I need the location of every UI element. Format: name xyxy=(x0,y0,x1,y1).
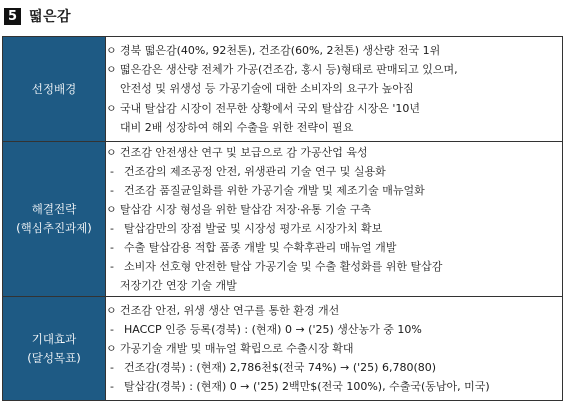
item-text: 건조감 품질균일화를 위한 가공기술 개발 및 제조기술 매뉴얼화 xyxy=(124,183,425,197)
bullet-marker: ㅇ xyxy=(106,101,117,115)
item-text: 탈삽감만의 장점 발굴 및 시장성 평가로 시장가치 확보 xyxy=(124,222,383,235)
continuation-line xyxy=(106,276,562,295)
section-number: 5 xyxy=(4,8,21,25)
bullet-marker: ㅇ xyxy=(106,145,117,159)
sub-item xyxy=(106,377,562,396)
row-label-line: 해결전략 xyxy=(31,202,77,216)
row-content xyxy=(106,297,563,401)
row-label-line: (달성목표) xyxy=(27,350,81,365)
bullet-item xyxy=(106,339,562,358)
item-text: 건조감 안전, 위생 생산 연구를 통한 환경 개선 xyxy=(120,303,340,317)
item-text: HACCP 인증 등록(경북) : (현재) 0 → ('25) 생산농가 중 10% xyxy=(124,322,422,336)
sub-item xyxy=(106,358,562,377)
sub-item xyxy=(106,257,562,276)
bullet-marker: ㅇ xyxy=(106,303,117,317)
item-text: 저장기간 연장 기술 개발 xyxy=(120,279,237,293)
item-text: 소비자 선호형 안전한 탈삽 가공기술 및 수출 활성화를 위한 탈삽감 xyxy=(124,260,443,274)
bullet-marker: ㅇ xyxy=(106,341,117,355)
item-text: 건조감(경북) : (현재) 2,786천$(전국 74%) → ('25) 6,780(80) xyxy=(124,361,437,375)
item-text: 건조감 안전생산 연구 및 보급으로 감 가공산업 육성 xyxy=(120,145,368,159)
dash-marker: - xyxy=(110,260,114,274)
item-text: 탈삽감 시장 형성을 위한 탈삽감 저장·유통 기술 구축 xyxy=(120,202,372,216)
continuation-line xyxy=(106,118,562,137)
dash-marker: - xyxy=(110,183,114,197)
row-content xyxy=(106,37,563,142)
item-text: 건조감의 제조공정 안전, 위생관리 기술 연구 및 실용화 xyxy=(124,164,386,178)
bullet-item xyxy=(106,99,562,118)
bullet-item xyxy=(106,60,562,79)
item-text: 가공기술 개발 및 매뉴얼 확립으로 수출시장 확대 xyxy=(120,341,354,355)
section-title: 떫은감 xyxy=(29,9,72,25)
row-content xyxy=(106,142,563,297)
dash-marker: - xyxy=(110,361,114,375)
item-text: 대비 2배 성장하여 해외 수출을 위한 전략이 필요 xyxy=(120,120,354,134)
continuation-line xyxy=(106,79,562,98)
item-text: 국내 탈삽감 시장이 전무한 상황에서 국외 탈삽감 시장은 '10년 xyxy=(120,101,421,115)
row-label xyxy=(3,142,106,297)
sub-item xyxy=(106,320,562,339)
bullet-marker: ㅇ xyxy=(106,63,117,77)
dash-marker: - xyxy=(110,222,114,235)
background-row xyxy=(3,37,563,142)
plan-table xyxy=(2,36,563,401)
row-label xyxy=(3,297,106,401)
item-text: 떫은감은 생산량 전체가 가공(건조감, 홍시 등)형태로 판매되고 있으며, xyxy=(120,63,458,77)
section-heading xyxy=(4,6,71,26)
sub-item xyxy=(106,162,562,181)
bullet-marker: ㅇ xyxy=(106,44,117,58)
sub-item xyxy=(106,219,562,238)
bullet-marker: ㅇ xyxy=(106,202,117,216)
sub-item xyxy=(106,238,562,257)
bullet-item xyxy=(106,41,562,60)
item-text: 탈삽감(경북) : (현재) 0 → ('25) 2백만$(전국 100%), 수출국(동남아, 미국) xyxy=(124,380,490,394)
row-label xyxy=(3,37,106,142)
row-label-line: 선정배경 xyxy=(31,81,77,96)
dash-marker: - xyxy=(110,164,114,178)
sub-item xyxy=(106,181,562,200)
effect-row xyxy=(3,297,563,401)
bullet-item xyxy=(106,301,562,320)
strategy-row xyxy=(3,142,563,297)
row-label-line: (핵심추진과제) xyxy=(16,221,92,235)
item-text: 수출 탈삽감용 적합 품종 개발 및 수확후관리 매뉴얼 개발 xyxy=(124,241,397,255)
dash-marker: - xyxy=(110,241,114,255)
bullet-item xyxy=(106,200,562,219)
row-label-line: 기대효과 xyxy=(31,331,77,346)
item-text: 안전성 및 위생성 등 가공기술에 대한 소비자의 요구가 높아짐 xyxy=(120,82,414,96)
dash-marker: - xyxy=(110,380,114,394)
bullet-item xyxy=(106,143,562,162)
item-text: 경북 떫은감(40%, 92천톤), 건조감(60%, 2천톤) 생산량 전국 1위 xyxy=(120,44,441,58)
dash-marker: - xyxy=(110,322,114,336)
